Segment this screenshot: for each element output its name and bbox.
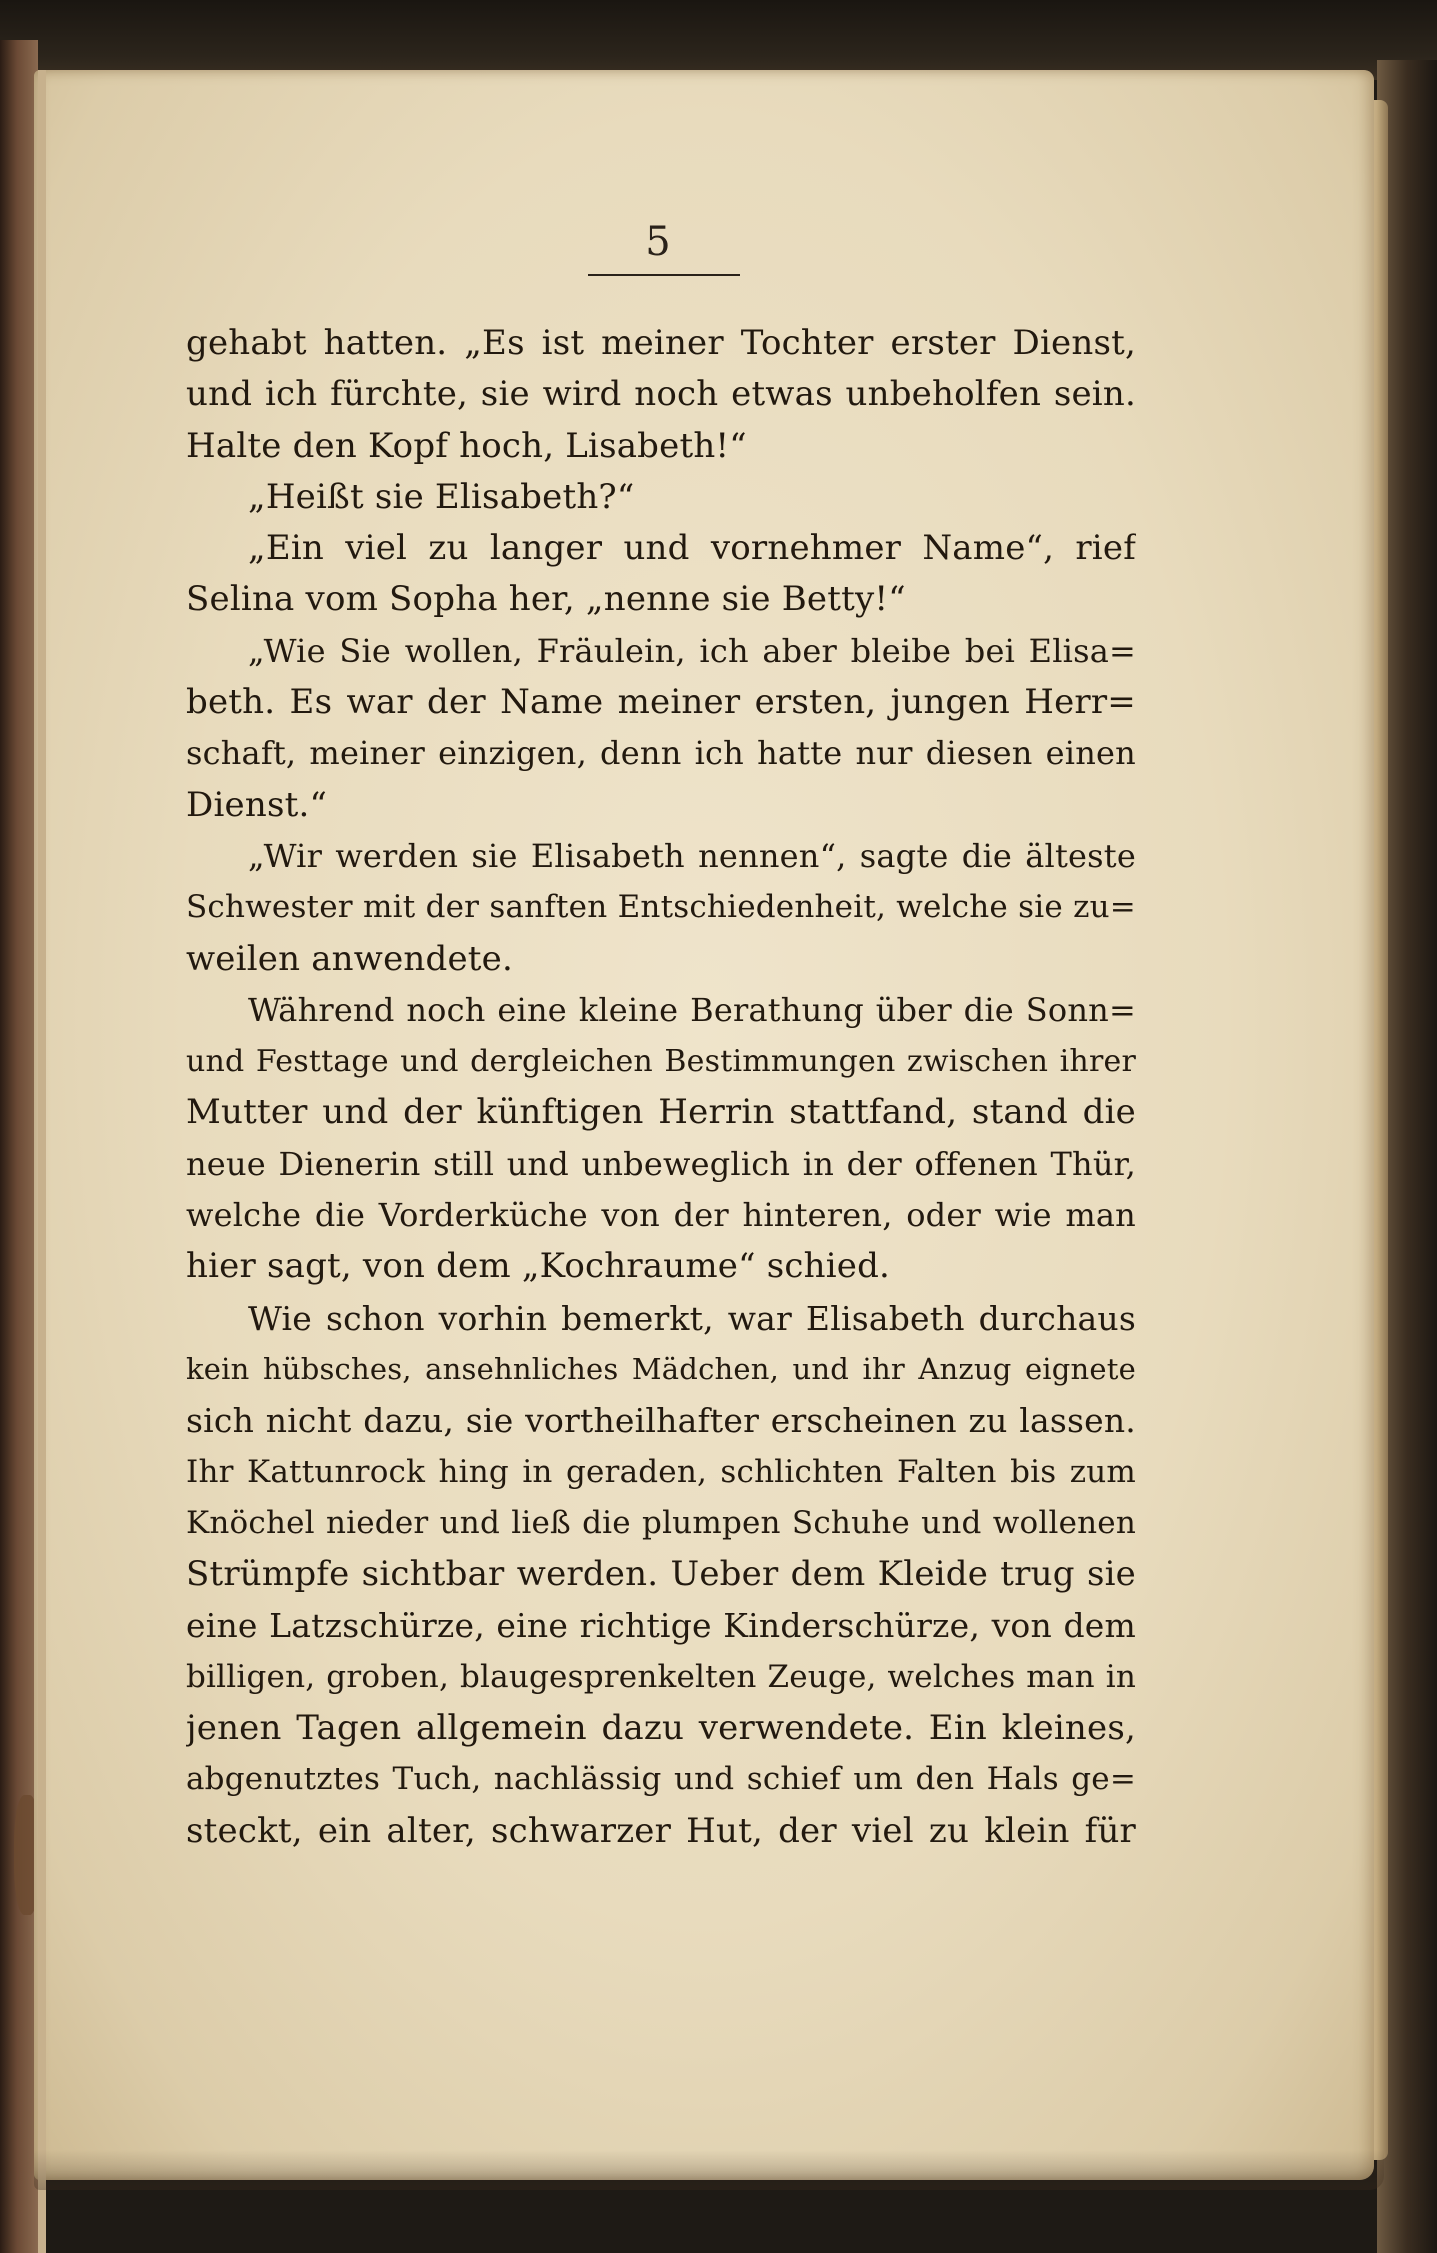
book-cover-left-edge (0, 40, 38, 2253)
text-line: weilen anwendete. (186, 938, 513, 979)
text-line: Halte den Kopf hoch, Lisabeth!“ (186, 425, 747, 466)
page-gutter (38, 70, 46, 2253)
text-line: beth. Es war der Name meiner ersten, jungen Herr= (186, 682, 1136, 723)
text-line: sich nicht dazu, sie vortheilhafter erscheinen zu lassen. (186, 1401, 1136, 1441)
page-bottom-shadow (34, 2150, 1384, 2190)
text-line: „Heißt sie Elisabeth?“ (248, 476, 635, 517)
text-line: Ihr Kattunrock hing in geraden, schlichten Falten bis zum (186, 1453, 1136, 1490)
text-line: Schwester mit der sanften Entschiedenheit, welche sie zu= (186, 889, 1136, 926)
text-line: „Wir werden sie Elisabeth nennen“, sagte die älteste (248, 836, 1136, 875)
text-line: Während noch eine kleine Berathung über die Sonn= (248, 990, 1136, 1029)
text-line: abgenutztes Tuch, nachlässig und schief um den Hals ge= (186, 1761, 1136, 1798)
scanner-background (0, 0, 1437, 80)
text-line: „Ein viel zu langer und vornehmer Name“, rief (248, 528, 1136, 569)
page-number: 5 (645, 219, 671, 265)
text-line: welche die Vorderküche von der hinteren, oder wie man (186, 1196, 1136, 1235)
text-line: kein hübsches, ansehnliches Mädchen, und ihr Anzug eignete (186, 1351, 1136, 1386)
text-line: Knöchel nieder und ließ die plumpen Schuhe und wollenen (186, 1504, 1136, 1541)
body-text (186, 318, 1136, 1857)
text-line: „Wie Sie wollen, Fräulein, ich aber bleibe bei Elisa= (248, 631, 1136, 670)
page-number-rule (588, 274, 740, 276)
text-line: jenen Tagen allgemein dazu verwendete. Ein kleines, (186, 1708, 1136, 1749)
text-line: gehabt hatten. „Es ist meiner Tochter erster Dienst, (186, 323, 1136, 363)
text-line: und ich fürchte, sie wird noch etwas unbeholfen sein. (186, 374, 1136, 415)
text-line: Strümpfe sichtbar werden. Ueber dem Kleide trug sie (186, 1554, 1136, 1595)
text-line: eine Latzschürze, eine richtige Kinderschürze, von dem (186, 1606, 1136, 1646)
text-line: billigen, groben, blaugesprenkelten Zeuge, welches man in (186, 1658, 1136, 1695)
text-line: hier sagt, von dem „Kochraume“ schied. (186, 1246, 891, 1287)
text-line: Dienst.“ (186, 784, 328, 825)
text-line: schaft, meiner einzigen, denn ich hatte nur diesen einen (186, 734, 1136, 773)
text-line: und Festtage und dergleichen Bestimmungen zwischen ihrer (186, 1044, 1136, 1080)
text-line: Mutter und der künftigen Herrin stattfand, stand die (186, 1092, 1136, 1133)
text-line: steckt, ein alter, schwarzer Hut, der viel zu klein für (186, 1810, 1136, 1851)
text-line: Wie schon vorhin bemerkt, war Elisabeth durchaus (248, 1298, 1136, 1338)
text-line: Selina vom Sopha her, „nenne sie Betty!“ (186, 579, 906, 620)
text-line: neue Dienerin still und unbeweglich in der offenen Thür, (186, 1144, 1136, 1183)
